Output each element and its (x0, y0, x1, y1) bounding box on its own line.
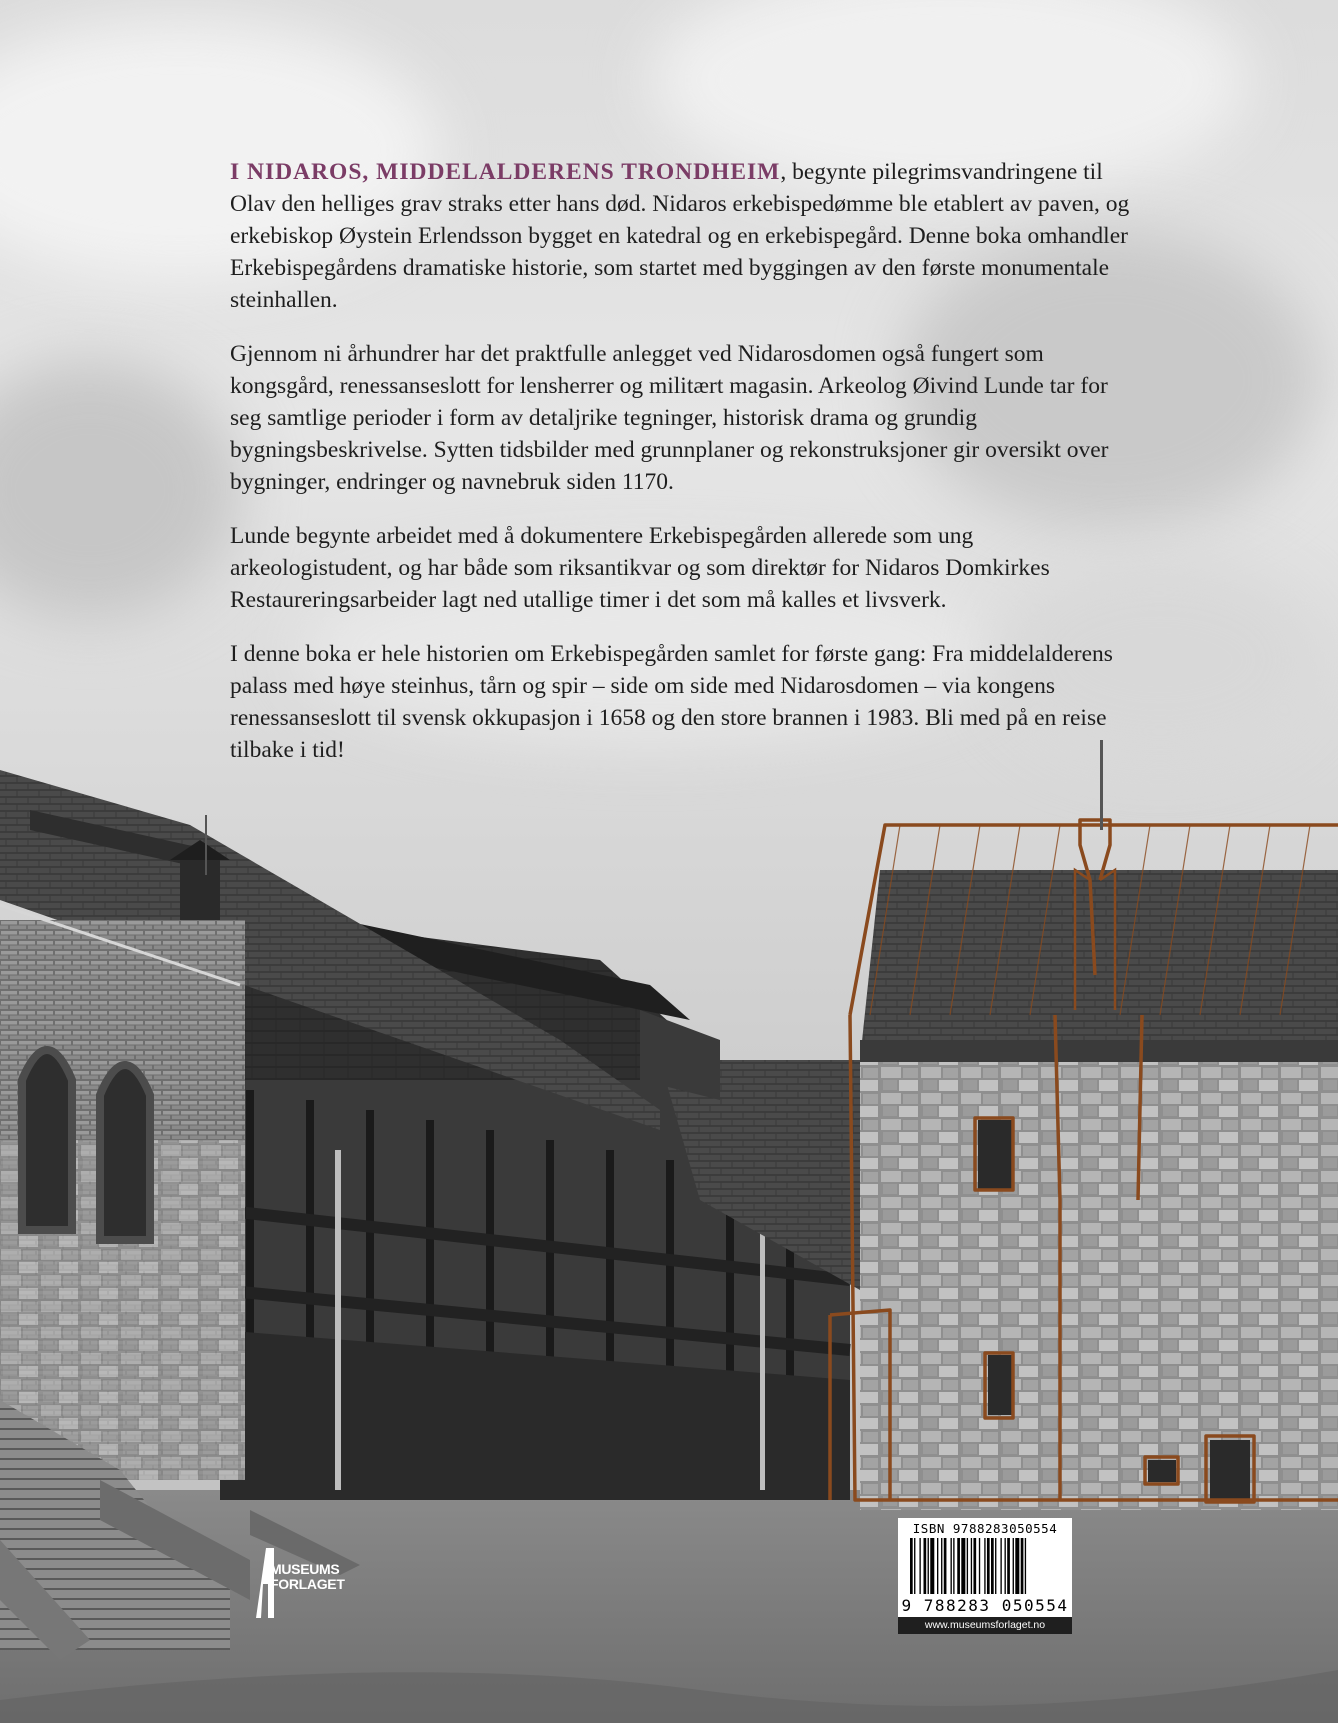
door (1210, 1440, 1250, 1500)
barcode-bar (967, 1538, 968, 1594)
barcode-bar (951, 1538, 952, 1594)
blurb (230, 156, 1130, 788)
barcode-bar (930, 1538, 934, 1594)
barcode-bar (914, 1538, 915, 1594)
publisher-name-line2: FORLAGET (270, 1576, 345, 1592)
barcode-bar (995, 1538, 996, 1594)
barcode (908, 1538, 1062, 1594)
barcode-bar (924, 1538, 927, 1594)
blurb-paragraph-3: Lunde begynte arbeidet med å dokumentere Erkebispegården allerede som ung arkeologistudent, og har både som riksantikvar og som direktør for Nidaros Domkirkes Restaureringsarbeider lagt ned utallige timer i det som må kalles et livsverk. (230, 523, 1050, 613)
publisher-website: www.museumsforlaget.no (898, 1617, 1072, 1634)
barcode-bar (1005, 1538, 1006, 1594)
barcode-bar (1007, 1538, 1010, 1594)
window (978, 1120, 1012, 1190)
barcode-bar (919, 1538, 920, 1594)
isbn-label: ISBN 9788283050554 (912, 1521, 1058, 1536)
barcode-bar (1013, 1538, 1014, 1594)
barcode-bar (910, 1538, 913, 1594)
publisher-name (270, 1562, 345, 1592)
barcode-bar (953, 1538, 954, 1594)
barcode-bar (979, 1538, 980, 1594)
barcode-bar (937, 1538, 938, 1594)
barcode-bar (973, 1538, 976, 1594)
barcode-bar (991, 1538, 994, 1594)
arched-window (100, 1065, 150, 1240)
barcode-bar (957, 1538, 960, 1594)
barcode-bar (928, 1538, 929, 1594)
blurb-text: , begynte pilegrimsvandringene til Olav den helliges grav straks etter hans død. Nidaros erkebispedømme ble etablert av paven, og erkebiskop Øystein Erlendsson bygget en katedral og en erkebispegård. Denne boka omhandler Erkebispegårdens dramatiske historie, som startet med byggingen av den første monumentale steinhallen. (230, 159, 1130, 313)
barcode-bar (1021, 1538, 1024, 1594)
barcode-bar (987, 1538, 990, 1594)
publisher-logo (252, 1548, 362, 1618)
stone-building-roof (860, 870, 1338, 1060)
blurb-paragraph-1 (230, 156, 1130, 316)
barcode-bar (1025, 1538, 1026, 1594)
arched-window (22, 1050, 72, 1230)
publisher-name-line1: MUSEUMS (270, 1561, 340, 1577)
blurb-paragraph-2: Gjennom ni århundrer har det praktfulle anlegget ved Nidarosdomen også fungert som kongsgård, renessanseslott for lensherrer og militært magasin. Arkeolog Øivind Lunde tar for seg samtlige perioder i form av detaljrike tegninger, historisk drama og grundig bygningsbeskrivelse. Sytten tidsbilder med grunnplaner og rekonstruksjoner gir oversikt over bygninger, endringer og navnebruk siden 1170. (230, 341, 1109, 495)
blurb-lead: I NIDAROS, MIDDELALDERENS TRONDHEIM (230, 159, 781, 185)
stone-building-wall (860, 1060, 1338, 1510)
barcode-bar (984, 1538, 985, 1594)
barcode-bar (941, 1538, 942, 1594)
window (988, 1355, 1012, 1415)
barcode-bar (1015, 1538, 1019, 1594)
barcode-bar (971, 1538, 972, 1594)
blurb-paragraph-4: I denne boka er hele historien om Erkebispegården samlet for første gang: Fra middelalderens palass med høye steinhus, tårn og spir – side om side med Nidarosdomen – via kongens renessanseslott til svensk okkupasjon i 1658 og den store brannen i 1983. Bli med på en reise tilbake i tid! (230, 641, 1113, 763)
isbn-digits: 9 788283 050554 (901, 1596, 1069, 1615)
barcode-bar (944, 1538, 947, 1594)
barcode-bar (1000, 1538, 1001, 1594)
barcode-bar (961, 1538, 965, 1594)
